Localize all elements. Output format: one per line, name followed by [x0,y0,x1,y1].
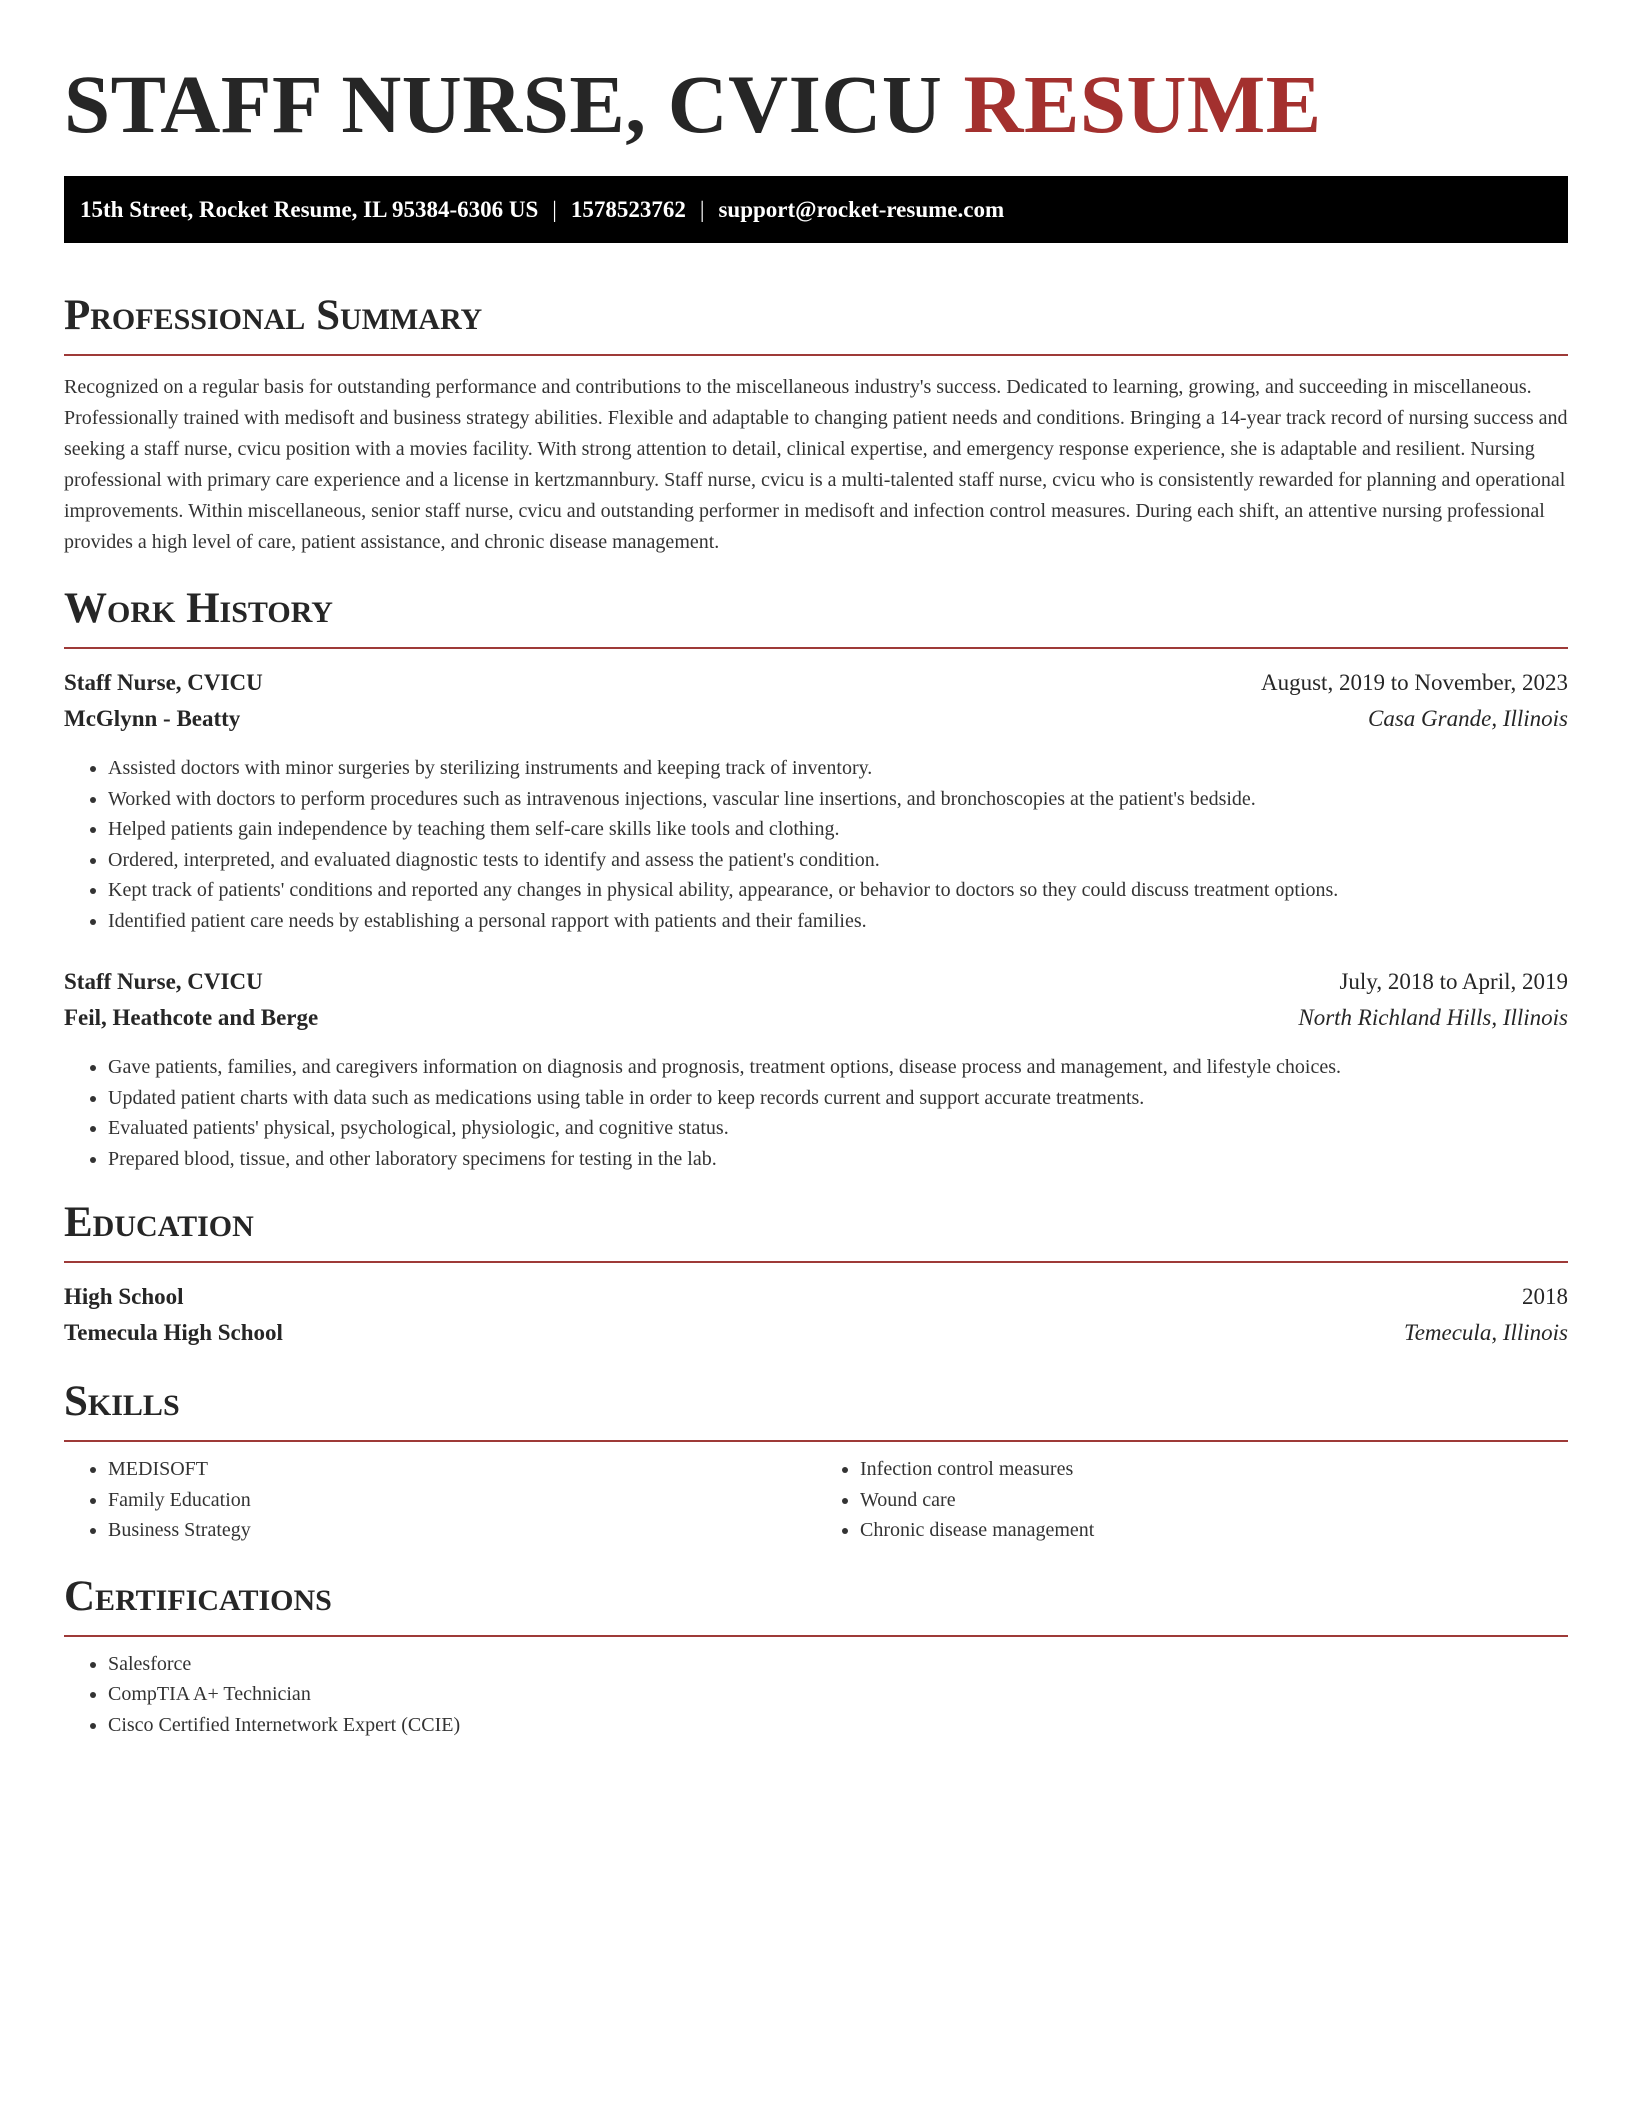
job-duty-item: • Gave patients, families, and caregivers information on diagnosis and prognosis, treatment options, disease process and management, and lifestyle choices. [108,1052,1568,1083]
certification-item: • Salesforce [108,1649,1568,1680]
certification-item: • CompTIA A+ Technician [108,1679,1568,1710]
certifications-section [64,1572,1568,1741]
skills-columns [64,1454,1568,1546]
title-accent: RESUME [963,58,1322,150]
section-heading-education: Education [64,1199,254,1246]
section-heading-work-history: Work History [64,585,333,632]
education-school: Temecula High School [64,1320,283,1345]
education-location: Temecula, Illinois [1404,1320,1568,1345]
contact-separator: | [552,196,557,222]
certifications-list [64,1649,1568,1741]
skill-item: • Infection control measures [860,1454,1568,1485]
resume-page [64,0,1568,1740]
section-heading-summary: Professional Summary [64,292,483,339]
job-dates: July, 2018 to April, 2019 [1339,969,1568,994]
job-duty-item: • Worked with doctors to perform procedures such as intravenous injections, vascular line insertions, and bronchoscopies at the patient's bedside. [108,784,1568,815]
job-location: Casa Grande, Illinois [1368,706,1568,731]
skills-list-left [64,1454,816,1546]
job-duty-item: • Assisted doctors with minor surgeries by sterilizing instruments and keeping track of inventory. [108,753,1568,784]
title-main: STAFF NURSE, CVICU [64,58,964,150]
skill-item: • Chronic disease management [860,1515,1568,1546]
contact-separator: | [699,196,705,222]
contact-bar [64,176,1568,243]
job-company-row [64,1000,1568,1036]
job-header-row [64,964,1568,1000]
section-divider [64,354,1568,356]
section-divider [64,647,1568,649]
job-location: North Richland Hills, Illinois [1298,1005,1568,1030]
job-company: Feil, Heathcote and Berge [64,1005,319,1030]
skill-item: • Business Strategy [108,1515,816,1546]
job-duty-item: • Updated patient charts with data such as medications using table in order to keep records current and support accurate treatments. [108,1083,1568,1114]
job-duties-list [64,1052,1568,1174]
section-divider [64,1635,1568,1637]
contact-address: 15th Street, Rocket Resume, IL 95384-6306 US [80,196,539,222]
section-divider [64,1261,1568,1263]
education-header-row [64,1279,1568,1315]
education-entry [64,1279,1568,1351]
work-history-section [64,584,1568,1174]
job-entry [64,665,1568,936]
section-divider [64,1440,1568,1442]
skill-item: • Family Education [108,1485,816,1516]
certification-item: • Cisco Certified Internetwork Expert (CCIE) [108,1710,1568,1741]
job-duties-list [64,753,1568,936]
job-dates: August, 2019 to November, 2023 [1261,670,1568,695]
resume-title [64,56,1568,152]
job-duty-item: • Identified patient care needs by establishing a personal rapport with patients and their families. [108,906,1568,937]
job-duty-item: • Kept track of patients' conditions and reported any changes in physical ability, appearance, or behavior to doctors so they could discuss treatment options. [108,875,1568,906]
skill-item: • Wound care [860,1485,1568,1516]
education-degree: High School [64,1284,184,1309]
summary-section [64,291,1568,558]
job-duty-item: • Evaluated patients' physical, psychological, physiologic, and cognitive status. [108,1113,1568,1144]
contact-email[interactable]: support@rocket-resume.com [718,196,1005,222]
job-title: Staff Nurse, CVICU [64,670,263,695]
skill-item: • MEDISOFT [108,1454,816,1485]
section-heading-certifications: Certifications [64,1572,332,1620]
education-section [64,1198,1568,1351]
section-heading-skills: Skills [64,1378,180,1425]
job-company-row [64,701,1568,737]
job-duty-item: • Ordered, interpreted, and evaluated diagnostic tests to identify and assess the patient's condition. [108,845,1568,876]
job-duty-item: • Helped patients gain independence by teaching them self-care skills like tools and clothing. [108,814,1568,845]
contact-phone[interactable]: 1578523762 [570,196,686,222]
job-duty-item: • Prepared blood, tissue, and other laboratory specimens for testing in the lab. [108,1144,1568,1175]
job-entry [64,964,1568,1174]
job-title: Staff Nurse, CVICU [64,969,263,994]
summary-text: Recognized on a regular basis for outstanding performance and contributions to the miscellaneous industry's success. Dedicated to learning, growing, and succeeding in miscellaneous. Professionally trained with medisoft and business strategy abilities. Flexible and adaptable to changing patient needs and conditions. Bringing a 14-year track record of nursing success and seeking a staff nurse, cvicu position with a movies facility. With strong attention to detail, clinical expertise, and emergency response experience, she is adaptable and resilient. Nursing professional with primary care experience and a license in kertzmannbury. Staff nurse, cvicu is a multi-talented staff nurse, cvicu who is consistently rewarded for planning and operational improvements. Within miscellaneous, senior staff nurse, cvicu and outstanding performer in medisoft and infection control measures. During each shift, an attentive nursing professional provides a high level of care, patient assistance, and chronic disease management. [64,376,1568,553]
education-school-row [64,1315,1568,1351]
job-header-row [64,665,1568,701]
skills-list-right [816,1454,1568,1546]
education-year: 2018 [1522,1284,1568,1309]
job-company: McGlynn - Beatty [64,706,241,731]
skills-section [64,1377,1568,1546]
